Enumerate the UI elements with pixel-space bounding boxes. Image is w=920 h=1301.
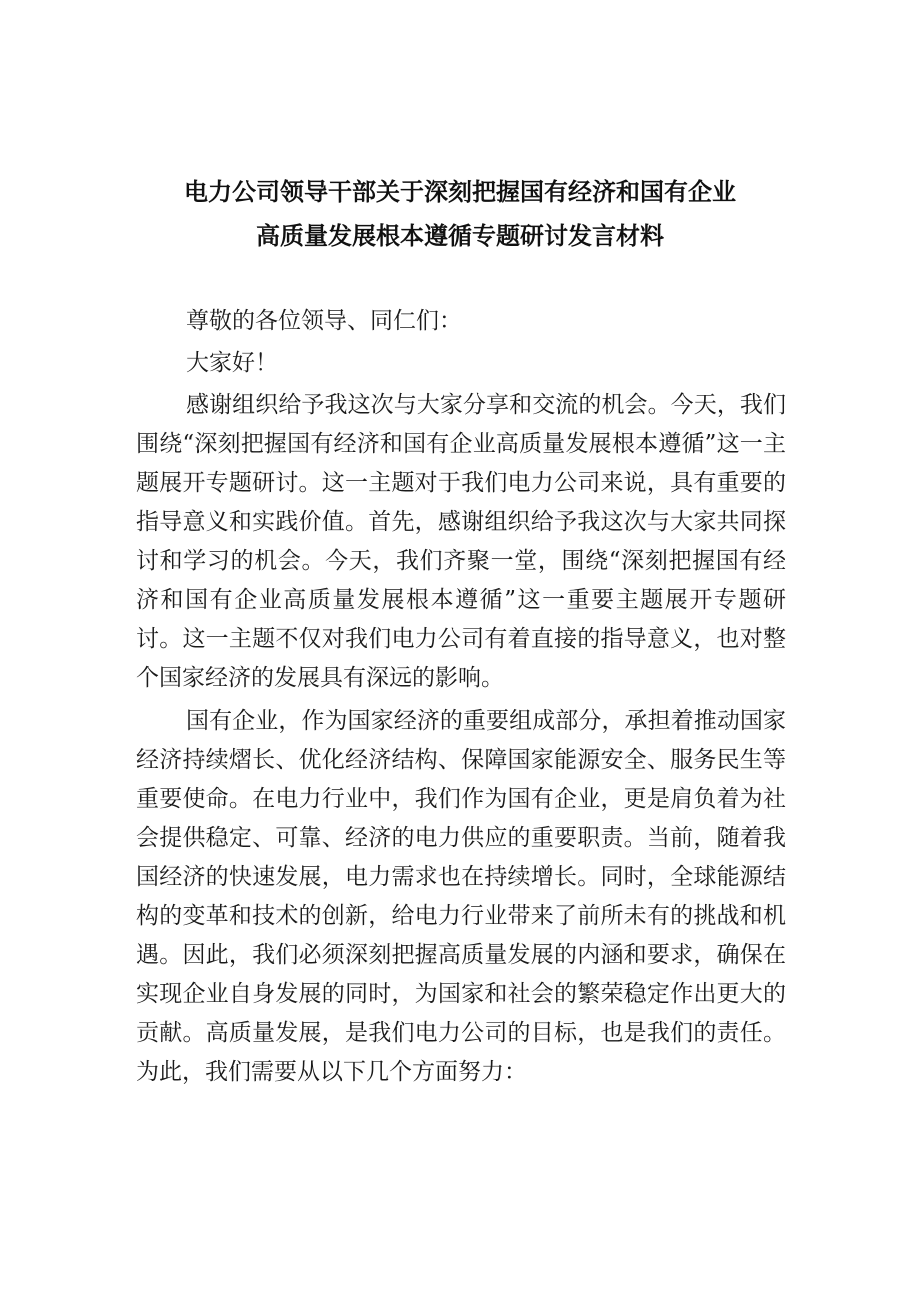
greeting: 大家好！	[186, 350, 278, 376]
paragraph-2: 国有企业，作为国家经济的重要组成部分，承担着推动国家经济持续熠长、优化经济结构、保障国家能源安全、服务民生等重要使命。在电力行业中，我们作为国有企业，更是肩负着为社会提供稳定、可靠、经济的电力供应的重要职责。当前，随着我国经济的快速发展，电力需求也在持续增长。同时，全球能源结构的变革和技术的创新，给电力行业带来了前所未有的挑战和机遇。因此，我们必须深刻把握高质量发展的内涵和要求，确保在实现企业自身发展的同时，为国家和社会的繁荣稳定作出更大的贡献。高质量发展，是我们电力公司的目标，也是我们的责任。为此，我们需要从以下几个方面努力：	[136, 708, 786, 1085]
document-title-line-2: 高质量发展根本遵循专题研讨发言材料	[256, 222, 664, 250]
document-title-line-1: 电力公司领导干部关于深刻把握国有经济和国有企业	[184, 178, 736, 206]
paragraph-1: 感谢组织给予我这次与大家分享和交流的机会。今天，我们围绕“深刻把握国有经济和国有企业高质量发展根本遵循”这一主题展开专题研讨。这一主题对于我们电力公司来说，具有重要的指导意义和实践价值。首先，感谢组织给予我这次与大家共同探讨和学习的机会。今天，我们齐聚一堂，围绕“深刻把握国有经济和国有企业高质量发展根本遵循”这一重要主题展开专题研讨。这一主题不仅对我们电力公司有着直接的指导意义，也对整个国家经济的发展具有深远的影响。	[136, 392, 786, 691]
body-text	[136, 386, 786, 1096]
salutation: 尊敬的各位领导、同仁们：	[186, 308, 462, 334]
